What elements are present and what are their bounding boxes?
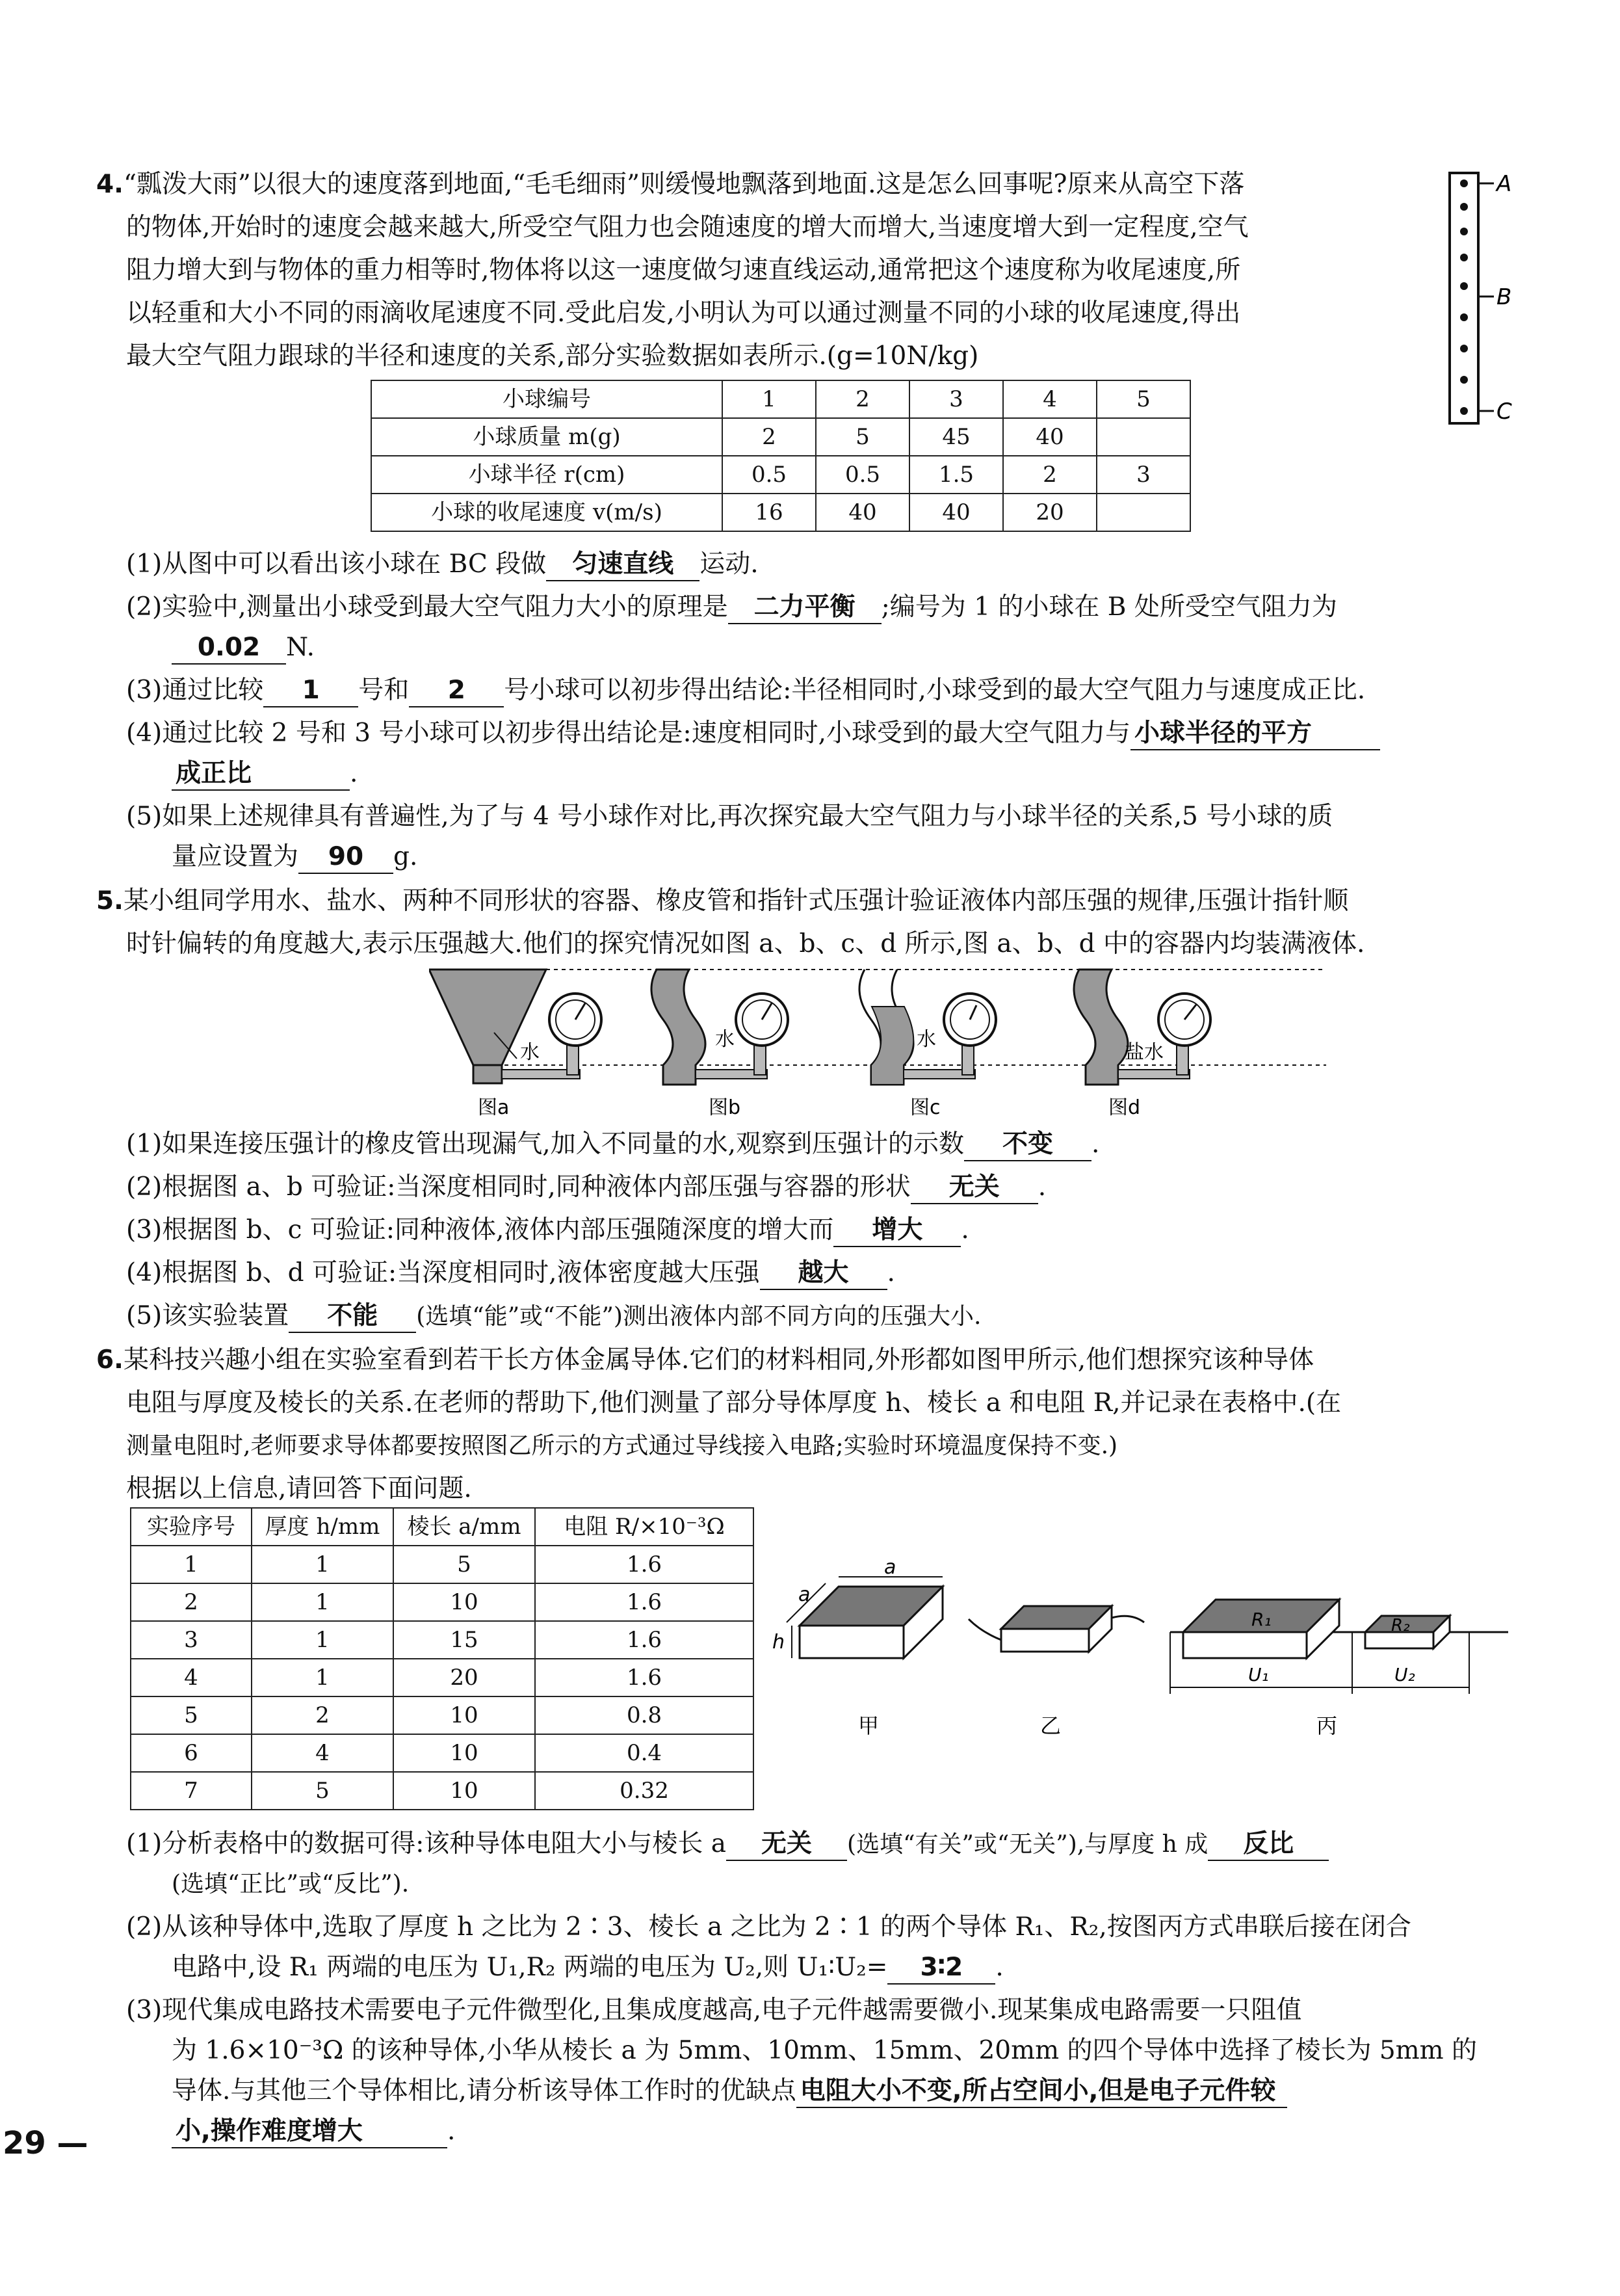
answer-blank: 二力平衡 xyxy=(728,592,882,624)
conductor-figures xyxy=(767,1561,1521,1756)
answer-blank: 2 xyxy=(409,675,504,707)
answer-blank: 3∶2 xyxy=(887,1952,995,1985)
q4-part-5: (5)如果上述规律具有普遍性,为了与 4 号小球作对比,再次探究最大空气阻力与小球半径的关系,5 号小球的质 xyxy=(126,802,1333,831)
label-a: A xyxy=(1496,171,1512,197)
q5-part-2: (2)根据图 a、b 可验证:当深度相同时,同种液体内部压强与容器的形状 无关 . xyxy=(126,1169,1046,1206)
answer-blank: 增大 xyxy=(833,1215,961,1247)
answer-blank: 90 xyxy=(298,841,393,874)
figure-a xyxy=(429,970,601,1119)
answer-blank: 匀速直线 xyxy=(546,549,699,581)
q4-number: 4. xyxy=(96,170,124,199)
q4-data-table xyxy=(371,380,1191,532)
answer-blank: 不能 xyxy=(289,1300,416,1333)
answer-blank: 反比 xyxy=(1208,1828,1329,1861)
table-row: 4 1 20 1.6 xyxy=(131,1659,753,1696)
answer-blank: 越大 xyxy=(760,1258,887,1290)
q4-part-4: (4)通过比较 2 号和 3 号小球可以初步得出结论是:速度相同时,小球受到的最大空气阻力与 小球半径的平方 xyxy=(126,715,1380,752)
table-row: 1 1 5 1.6 xyxy=(131,1546,753,1583)
table-row: 小球的收尾速度 v(m/s) 16 40 40 20 xyxy=(371,494,1190,531)
q6-part-3: (3)现代集成电路技术需要电子元件微型化,且集成度越高,电子元件越需要微小.现某集成电路需要一只阻值 xyxy=(126,1996,1302,2025)
label-a-top: a xyxy=(884,1561,896,1579)
fig-c-liquid: 水 xyxy=(917,1028,936,1051)
figure-yi xyxy=(969,1606,1144,1738)
answer-blank: 成正比 xyxy=(172,758,350,791)
table-row: 实验序号 厚度 h/mm 棱长 a/mm 电阻 R/×10⁻³Ω xyxy=(131,1508,753,1546)
q6-part-1-cont: (选填“正比”或“反比”). xyxy=(172,1871,410,1897)
fig-d-liquid: 盐水 xyxy=(1125,1041,1164,1064)
table-row: 6 4 10 0.4 xyxy=(131,1734,753,1772)
q4-part-5-cont: 量应设置为 90 g. xyxy=(172,839,417,875)
q6-data-table xyxy=(130,1507,754,1810)
label-u2: U₂ xyxy=(1394,1664,1415,1685)
fig-b-caption: 图b xyxy=(709,1096,741,1119)
q6-part-2-cont: 电路中,设 R₁ 两端的电压为 U₁,R₂ 两端的电压为 U₂,则 U₁∶U₂= 3∶2 . xyxy=(172,1949,1004,1986)
q4-part-4-cont: 成正比 . xyxy=(172,756,358,792)
q4-part-2-cont: 0.02 N. xyxy=(172,629,315,666)
fig-b-liquid: 水 xyxy=(715,1028,735,1051)
answer-blank: 不变 xyxy=(964,1129,1091,1161)
q5-part-1: (1)如果连接压强计的橡皮管出现漏气,加入不同量的水,观察到压强计的示数 不变 . xyxy=(126,1126,1099,1163)
answer-blank: 无关 xyxy=(726,1828,847,1861)
fig-c-caption: 图c xyxy=(910,1096,941,1119)
fig-a-liquid: 水 xyxy=(520,1041,540,1064)
figure-bing xyxy=(1170,1600,1508,1738)
q4-stem-line-5: 最大空气阻力跟球的半径和速度的关系,部分实验数据如表所示.(g=10N/kg) xyxy=(126,341,979,371)
q4-stem-line-3: 阻力增大到与物体的重力相等时,物体将以这一速度做匀速直线运动,通常把这个速度称为收尾速度,所 xyxy=(126,256,1241,285)
label-b: B xyxy=(1496,284,1512,310)
q4-part-2: (2)实验中,测量出小球受到最大空气阻力大小的原理是 二力平衡 ;编号为 1 的小球在 B 处所受空气阻力为 xyxy=(126,589,1337,626)
q6-part-2: (2)从该种导体中,选取了厚度 h 之比为 2∶3、棱长 a 之比为 2∶1 的两个导体 R₁、R₂,按图丙方式串联后接在闭合 xyxy=(126,1912,1411,1942)
answer-blank: 电阻大小不变,所占空间小,但是电子元件较 xyxy=(796,2076,1288,2108)
q5-part-5: (5)该实验装置 不能 (选填“能”或“不能”)测出液体内部不同方向的压强大小. xyxy=(126,1298,981,1335)
table-row: 小球半径 r(cm) 0.5 0.5 1.5 2 3 xyxy=(371,456,1190,494)
table-row: 3 1 15 1.6 xyxy=(131,1621,753,1659)
label-r1: R₁ xyxy=(1251,1609,1272,1630)
fig-a-caption: 图a xyxy=(478,1096,510,1119)
answer-blank: 1 xyxy=(263,675,358,707)
q6-stem-line-2: 电阻与厚度及棱长的关系.在老师的帮助下,他们测量了部分导体厚度 h、棱长 a 和电阻 R,并记录在表格中.(在 xyxy=(126,1388,1342,1418)
q4-part-1: (1)从图中可以看出该小球在 BC 段做 匀速直线 运动. xyxy=(126,546,759,583)
q6-part-3-line-3: 导体.与其他三个导体相比,请分析该导体工作时的优缺点 电阻大小不变,所占空间小,但是电子元件较 xyxy=(172,2073,1287,2109)
answer-blank: 小,操作难度增大 xyxy=(172,2116,447,2148)
label-u1: U₁ xyxy=(1248,1664,1269,1685)
q4-stem-line-2: 的物体,开始时的速度会越来越大,所受空气阻力也会随速度的增大而增大,当速度增大到一定程度,空气 xyxy=(126,213,1249,242)
label-c: C xyxy=(1496,399,1512,425)
pressure-figures xyxy=(429,968,1326,1124)
q5-part-4: (4)根据图 b、d 可验证:当深度相同时,液体密度越大压强 越大 . xyxy=(126,1255,895,1291)
q6-part-3-line-2: 为 1.6×10⁻³Ω 的该种导体,小华从棱长 a 为 5mm、10mm、15mm、20mm 的四个导体中选择了棱长为 5mm 的 xyxy=(172,2036,1478,2065)
table-row: 小球编号 1 2 3 4 5 xyxy=(371,380,1190,418)
q5-part-3: (3)根据图 b、c 可验证:同种液体,液体内部压强随深度的增大而 增大 . xyxy=(126,1212,969,1248)
figure-c xyxy=(859,970,996,1119)
q4-stem-line-1: 4.“瓢泼大雨”以很大的速度落到地面,“毛毛细雨”则缓慢地飘落到地面.这是怎么回事呢?原来从高空下落 xyxy=(96,170,1245,199)
figure-jia xyxy=(772,1561,943,1738)
table-row: 小球质量 m(g) 2 5 45 40 xyxy=(371,418,1190,456)
q6-number: 6. xyxy=(96,1345,124,1375)
q6-stem-line-3: 测量电阻时,老师要求导体都要按照图乙所示的方式通过导线接入电路;实验时环境温度保持不变.) xyxy=(126,1432,1118,1459)
figure-d xyxy=(1074,970,1210,1119)
label-bing: 丙 xyxy=(1316,1713,1338,1738)
q5-number: 5. xyxy=(96,886,124,916)
q6-part-1: (1)分析表格中的数据可得:该种导体电阻大小与棱长 a 无关 (选填“有关”或“无关”),与厚度 h 成 反比 xyxy=(126,1826,1329,1863)
label-h: h xyxy=(772,1631,785,1654)
label-jia: 甲 xyxy=(858,1713,880,1738)
table-row: 2 1 10 1.6 xyxy=(131,1583,753,1621)
table-row: 5 2 10 0.8 xyxy=(131,1696,753,1734)
q5-stem-line-1: 5.某小组同学用水、盐水、两种不同形状的容器、橡皮管和指针式压强计验证液体内部压强的规律,压强计指针顺 xyxy=(96,886,1349,916)
answer-blank: 0.02 xyxy=(172,632,286,665)
q6-stem-line-4: 根据以上信息,请回答下面问题. xyxy=(126,1474,472,1503)
q4-stem-line-4: 以轻重和大小不同的雨滴收尾速度不同.受此启发,小明认为可以通过测量不同的小球的收尾速度,得出 xyxy=(126,298,1241,328)
q6-part-3-line-4: 小,操作难度增大 . xyxy=(172,2113,455,2150)
page-number: 29 — xyxy=(3,2125,88,2161)
q5-stem-line-2: 时针偏转的角度越大,表示压强越大.他们的探究情况如图 a、b、c、d 所示,图 a、b、d 中的容器内均装满液体. xyxy=(126,929,1365,958)
q6-stem-line-1: 6.某科技兴趣小组在实验室看到若干长方体金属导体.它们的材料相同,外形都如图甲所示,他们想探究该种导体 xyxy=(96,1345,1314,1375)
falling-ball-figure xyxy=(1442,166,1520,433)
label-a-side: a xyxy=(798,1583,811,1606)
fig-d-caption: 图d xyxy=(1108,1096,1141,1119)
label-r2: R₂ xyxy=(1391,1616,1410,1635)
table-row: 7 5 10 0.32 xyxy=(131,1772,753,1810)
label-yi: 乙 xyxy=(1040,1713,1062,1738)
q4-part-3: (3)通过比较 1 号和 2 号小球可以初步得出结论:半径相同时,小球受到的最大空气阻力与速度成正比. xyxy=(126,672,1365,709)
figure-b xyxy=(651,970,788,1119)
answer-blank: 小球半径的平方 xyxy=(1130,718,1380,750)
answer-blank: 无关 xyxy=(911,1172,1038,1204)
